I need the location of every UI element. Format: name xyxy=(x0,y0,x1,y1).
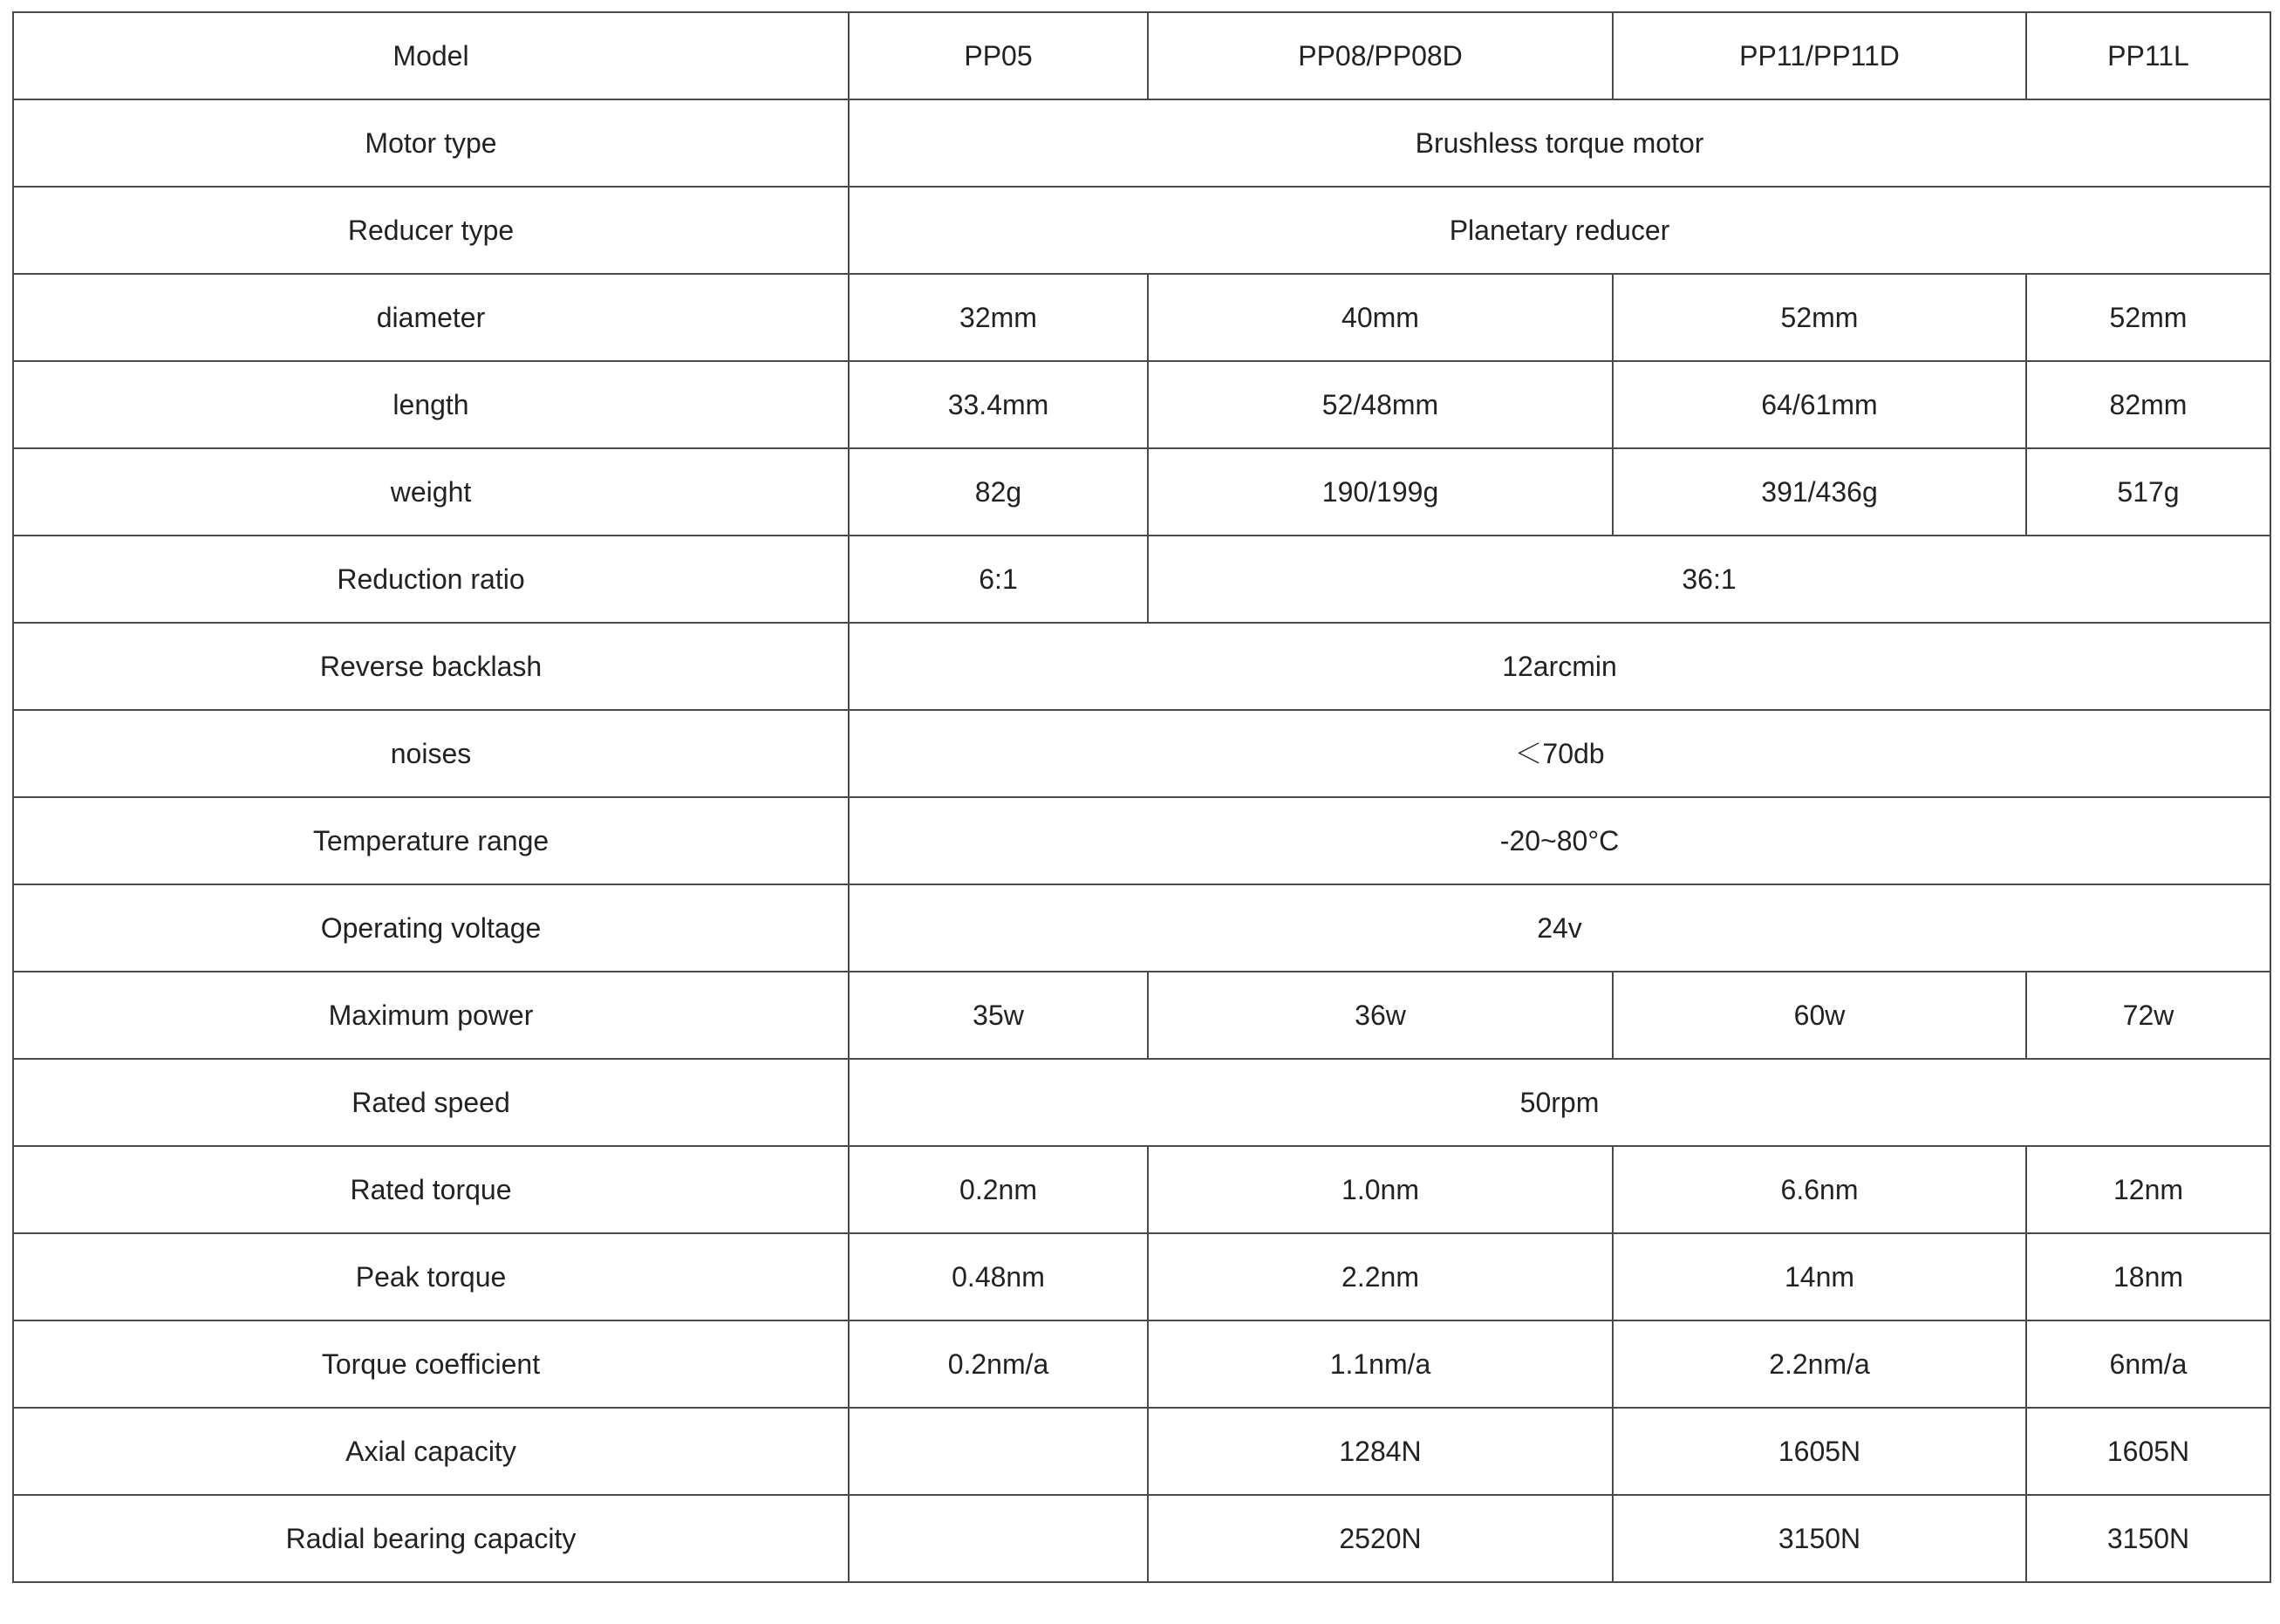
table-cell: 0.2nm xyxy=(849,1146,1148,1233)
table-cell: 3150N xyxy=(1613,1495,2026,1582)
table-cell: 60w xyxy=(1613,972,2026,1059)
spec-table xyxy=(12,11,2271,1583)
table-cell xyxy=(849,1408,1148,1495)
table-cell: PP05 xyxy=(849,12,1148,99)
table-cell: 3150N xyxy=(2026,1495,2270,1582)
table-row xyxy=(13,623,2270,710)
table-cell: -20~80°C xyxy=(849,797,2270,884)
table-cell: 52mm xyxy=(2026,274,2270,361)
table-row xyxy=(13,99,2270,187)
table-row xyxy=(13,710,2270,797)
table-cell: 50rpm xyxy=(849,1059,2270,1146)
table-cell xyxy=(849,1495,1148,1582)
table-cell: 6nm/a xyxy=(2026,1320,2270,1408)
table-cell: 36:1 xyxy=(1148,536,2270,623)
table-row xyxy=(13,797,2270,884)
table-row xyxy=(13,536,2270,623)
table-row xyxy=(13,361,2270,448)
spec-table-body xyxy=(13,12,2270,1582)
table-cell: 0.2nm/a xyxy=(849,1320,1148,1408)
table-cell: 6:1 xyxy=(849,536,1148,623)
table-cell: 1.1nm/a xyxy=(1148,1320,1613,1408)
row-label: length xyxy=(13,361,849,448)
table-cell: 391/436g xyxy=(1613,448,2026,536)
table-cell: Planetary reducer xyxy=(849,187,2270,274)
table-cell: 2.2nm/a xyxy=(1613,1320,2026,1408)
table-cell: 0.48nm xyxy=(849,1233,1148,1320)
row-label: Temperature range xyxy=(13,797,849,884)
row-label: Maximum power xyxy=(13,972,849,1059)
table-cell: 82mm xyxy=(2026,361,2270,448)
table-row xyxy=(13,187,2270,274)
table-cell: 1284N xyxy=(1148,1408,1613,1495)
table-cell: 6.6nm xyxy=(1613,1146,2026,1233)
table-cell: 52/48mm xyxy=(1148,361,1613,448)
table-row xyxy=(13,12,2270,99)
row-label: noises xyxy=(13,710,849,797)
table-row xyxy=(13,1233,2270,1320)
table-row xyxy=(13,1059,2270,1146)
row-label: Peak torque xyxy=(13,1233,849,1320)
table-cell: 82g xyxy=(849,448,1148,536)
table-row xyxy=(13,884,2270,972)
table-cell: 14nm xyxy=(1613,1233,2026,1320)
table-cell: 190/199g xyxy=(1148,448,1613,536)
table-cell: 517g xyxy=(2026,448,2270,536)
row-label: Reverse backlash xyxy=(13,623,849,710)
table-cell: 12arcmin xyxy=(849,623,2270,710)
row-label: Reducer type xyxy=(13,187,849,274)
table-cell: PP11/PP11D xyxy=(1613,12,2026,99)
row-label: Torque coefficient xyxy=(13,1320,849,1408)
table-row xyxy=(13,1320,2270,1408)
table-cell: 40mm xyxy=(1148,274,1613,361)
row-label: diameter xyxy=(13,274,849,361)
row-label: Radial bearing capacity xyxy=(13,1495,849,1582)
table-row xyxy=(13,274,2270,361)
row-label: Motor type xyxy=(13,99,849,187)
row-label: Axial capacity xyxy=(13,1408,849,1495)
table-cell: 12nm xyxy=(2026,1146,2270,1233)
table-cell: PP11L xyxy=(2026,12,2270,99)
table-cell: 18nm xyxy=(2026,1233,2270,1320)
table-cell: 35w xyxy=(849,972,1148,1059)
table-cell: 72w xyxy=(2026,972,2270,1059)
row-label: Reduction ratio xyxy=(13,536,849,623)
table-row xyxy=(13,1495,2270,1582)
table-cell: 24v xyxy=(849,884,2270,972)
table-cell: 2520N xyxy=(1148,1495,1613,1582)
table-cell: 1605N xyxy=(1613,1408,2026,1495)
table-cell: 52mm xyxy=(1613,274,2026,361)
table-row xyxy=(13,448,2270,536)
table-cell: 1605N xyxy=(2026,1408,2270,1495)
table-cell: 32mm xyxy=(849,274,1148,361)
row-label: Model xyxy=(13,12,849,99)
table-cell: ＜70db xyxy=(849,710,2270,797)
row-label: Rated torque xyxy=(13,1146,849,1233)
table-cell: 64/61mm xyxy=(1613,361,2026,448)
table-cell: 36w xyxy=(1148,972,1613,1059)
table-cell: Brushless torque motor xyxy=(849,99,2270,187)
table-row xyxy=(13,972,2270,1059)
table-row xyxy=(13,1408,2270,1495)
table-cell: 33.4mm xyxy=(849,361,1148,448)
row-label: Rated speed xyxy=(13,1059,849,1146)
row-label: Operating voltage xyxy=(13,884,849,972)
table-cell: 1.0nm xyxy=(1148,1146,1613,1233)
row-label: weight xyxy=(13,448,849,536)
table-row xyxy=(13,1146,2270,1233)
table-cell: PP08/PP08D xyxy=(1148,12,1613,99)
table-cell: 2.2nm xyxy=(1148,1233,1613,1320)
